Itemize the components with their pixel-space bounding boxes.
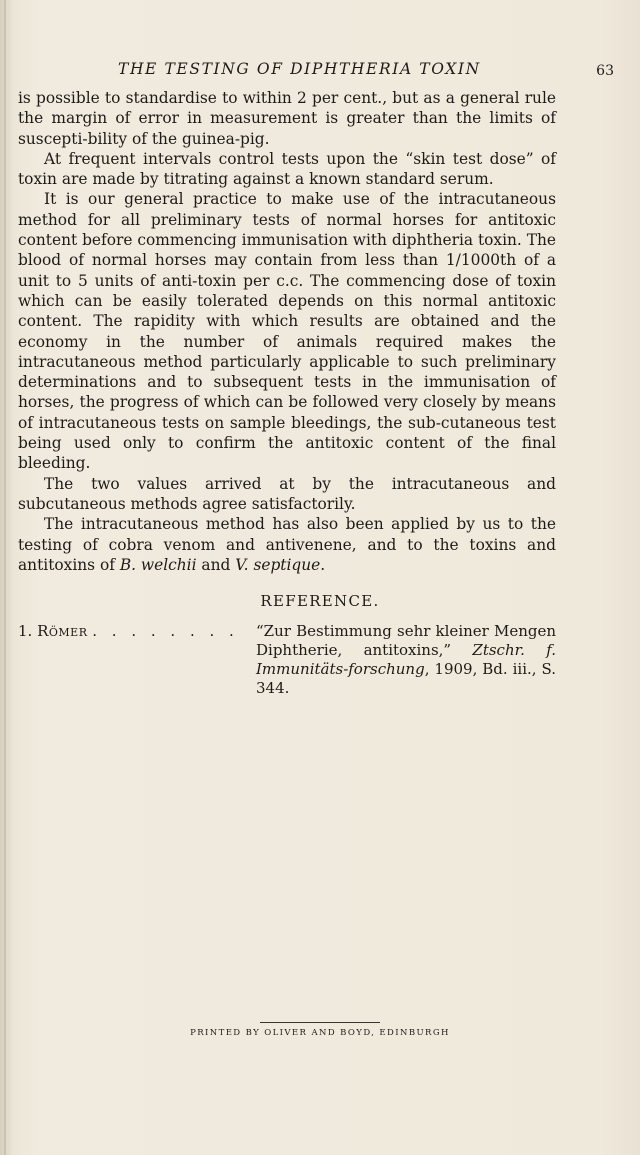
paragraph-1: is possible to standardise to within 2 per cent., but as a general rule the margin of error in measurement is greater than the limits of suscepti-bility of the guinea-pig.: [18, 89, 556, 148]
reference-details: , 1909, Bd. iii., S. 344.: [256, 660, 556, 697]
reference-heading: REFERENCE.: [260, 592, 380, 610]
running-title: THE TESTING OF DIPHTHERIA TOXIN: [118, 60, 481, 78]
reference-title: “Zur Bestimmung sehr kleiner Mengen Diphtherie, antitoxins,”: [256, 622, 556, 659]
organism-b-welchii: B. welchii: [119, 555, 197, 574]
paragraph-5: [18, 514, 556, 575]
printer-imprint: PRINTED BY OLIVER AND BOYD, EDINBURGH: [190, 1028, 450, 1038]
printer-rule: [260, 1022, 380, 1023]
paragraph-3: It is our general practice to make use of the intracutaneous method for all preliminary tests of normal horses for antitoxic content before commencing immunisation with diphtheria toxin. The blood of normal horses may contain from less than 1/1000th of a unit to 5 units of anti-toxin per c.c. The commencing dose of toxin which can be easily tolerated depends on this normal antitoxic content. The rapidity with which results are obtained and the economy in the number of animals required makes the intracutaneous method particularly applicable to such preliminary determinations and to subsequent tests in the immunisation of horses, the progress of which can be followed very closely by means of intracutaneous tests on sample bleedings, the sub-cutaneous test being used only to confirm the antitoxic content of the final bleeding.: [18, 190, 556, 473]
reference-author: Römer: [37, 622, 88, 640]
reference-citation: [256, 622, 556, 698]
reference-number: 1.: [18, 622, 33, 640]
organism-v-septique: V. septique: [235, 555, 321, 574]
reference-journal: Ztschr. f. Immunitäts-forschung: [256, 641, 556, 678]
binding-gutter: [4, 0, 6, 1155]
paragraph-2: At frequent intervals control tests upon the “skin test dose” of toxin are made by titrating against a known standard serum.: [18, 149, 556, 189]
page-number: 63: [596, 63, 614, 79]
reference-leader-dots: . . . . . . . .: [92, 622, 239, 640]
paragraph-4: The two values arrived at by the intracutaneous and subcutaneous methods agree satisfactorily.: [18, 474, 556, 513]
body-text: [18, 88, 556, 575]
paragraph-5-and: and: [196, 555, 236, 574]
reference-label: [18, 622, 250, 641]
paragraph-5-end: .: [320, 555, 326, 574]
paragraph-5-text: The intracutaneous method has also been applied by us to the testing of cobra venom and antivenene, and to the toxins and antitoxins of: [18, 515, 556, 574]
page-header: [0, 60, 640, 82]
